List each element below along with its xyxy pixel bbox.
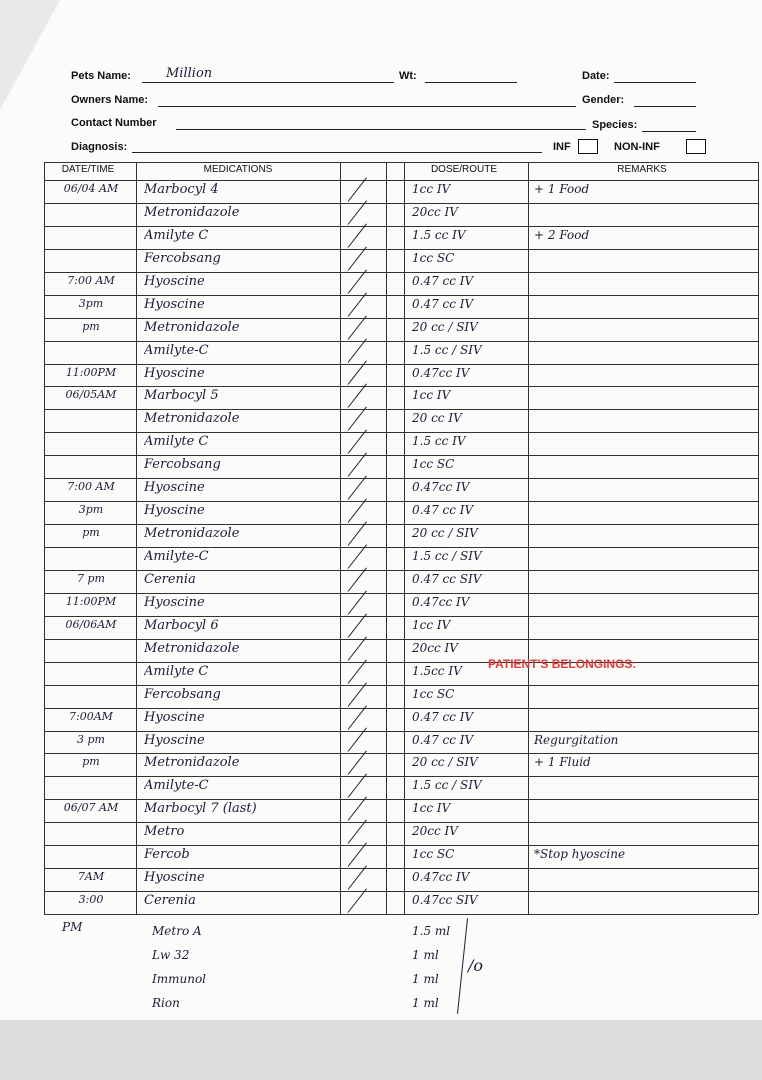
date-line [614, 82, 696, 83]
below-note: /o [468, 956, 484, 975]
row-medication: Hyoscine [144, 870, 205, 886]
row-dose-route: 20cc IV [412, 640, 458, 655]
row-medication: Marbocyl 7 (last) [144, 801, 257, 817]
row-dose-route: 1.5 cc IV [412, 434, 466, 449]
table-row-divider [44, 822, 758, 823]
below-med-4: Rion [152, 996, 180, 1010]
row-medication: Cerenia [144, 571, 196, 587]
row-medication: Amilyte C [144, 434, 209, 450]
pets-name-line [142, 82, 394, 83]
diagnosis-line [132, 152, 542, 153]
below-med-3: Immunol [152, 972, 207, 986]
administered-check-mark [348, 361, 367, 385]
row-dose-route: 0.47cc IV [412, 480, 470, 495]
header-remarks: REMARKS [617, 164, 667, 175]
row-dose-route: 1.5 cc / SIV [412, 342, 482, 357]
table-row-divider [44, 845, 758, 846]
row-medication: Marbocyl 4 [144, 182, 219, 197]
row-dose-route: 0.47cc IV [412, 365, 470, 380]
row-dose-route: 20cc IV [412, 824, 458, 839]
table-row-divider [44, 162, 758, 163]
below-dose-1: 1.5 ml [412, 924, 451, 938]
row-medication: Fercobsang [144, 250, 221, 266]
gender-label: Gender: [582, 94, 625, 106]
table-column-divider [758, 162, 759, 914]
row-dose-route: 0.47 cc IV [412, 273, 474, 288]
table-column-divider [340, 162, 341, 914]
administered-check-mark [348, 797, 367, 821]
table-row-divider [44, 753, 758, 754]
administered-check-mark [348, 682, 367, 706]
header-medications: MEDICATIONS [203, 164, 273, 175]
administered-check-mark [348, 476, 367, 500]
row-remark: Regurgitation [534, 732, 619, 747]
row-medication: Metronidazole [144, 755, 240, 771]
scan-bottom-margin [0, 1020, 762, 1080]
row-dose-route: 0.47cc IV [412, 594, 470, 609]
row-date-time: 11:00PM [65, 594, 117, 608]
row-dose-route: 1cc SC [412, 250, 455, 265]
row-dose-route: 20 cc / SIV [412, 319, 478, 334]
row-date-time: 06/06AM [65, 617, 117, 631]
header-dose-route: DOSE/ROUTE [430, 164, 498, 175]
row-date-time: 3:00 [78, 893, 104, 907]
row-dose-route: 1cc IV [412, 801, 451, 816]
noninf-label: NON-INF [614, 141, 660, 153]
row-dose-route: 1.5 cc / SIV [412, 549, 482, 563]
administered-check-mark [348, 453, 367, 477]
table-row-divider [44, 409, 758, 410]
table-row-divider [44, 731, 758, 732]
table-row-divider [44, 501, 758, 502]
row-date-time: 06/05AM [65, 388, 117, 402]
row-medication: Hyoscine [144, 594, 205, 610]
row-dose-route: 1cc SC [412, 457, 455, 472]
table-row-divider [44, 203, 758, 204]
row-dose-route: 0.47 cc IV [412, 296, 474, 311]
table-row-divider [44, 180, 758, 181]
species-line [642, 131, 696, 132]
table-row-divider [44, 249, 758, 250]
row-medication: Amilyte-C [144, 342, 209, 358]
administered-check-mark [348, 223, 367, 247]
contact-line [176, 129, 586, 130]
table-column-divider [136, 162, 137, 914]
table-row-divider [44, 891, 758, 892]
table-row-divider [44, 639, 758, 640]
owners-name-line [158, 106, 576, 107]
row-medication: Hyoscine [144, 365, 205, 381]
medication-table [44, 162, 758, 914]
table-row-divider [44, 914, 758, 915]
row-medication: Amilyte-C [144, 549, 209, 564]
row-medication: Metronidazole [144, 411, 240, 427]
table-row-divider [44, 226, 758, 227]
administered-check-mark [348, 567, 367, 591]
table-row-divider [44, 547, 758, 548]
row-dose-route: 20cc IV [412, 204, 458, 219]
table-row-divider [44, 616, 758, 617]
noninf-checkbox [686, 139, 706, 154]
row-medication: Hyoscine [144, 296, 205, 312]
administered-check-mark [348, 820, 367, 844]
row-dose-route: 0.47cc IV [412, 870, 470, 885]
administered-check-mark [348, 522, 367, 546]
row-dose-route: 0.47 cc IV [412, 503, 474, 518]
wt-label: Wt: [399, 70, 417, 82]
row-medication: Hyoscine [144, 273, 205, 289]
table-row-divider [44, 708, 758, 709]
row-medication: Hyoscine [144, 732, 205, 748]
row-dose-route: 0.47 cc IV [412, 732, 474, 747]
table-row-divider [44, 593, 758, 594]
row-medication: Amilyte-C [144, 778, 209, 794]
table-row-divider [44, 685, 758, 686]
below-dose-3: 1 ml [412, 972, 439, 986]
administered-check-mark [348, 499, 367, 523]
row-dose-route: 1.5cc IV [412, 663, 462, 678]
below-med-1: Metro A [152, 924, 202, 938]
row-date-time: pm [82, 319, 100, 333]
pets-name-value: Million [166, 66, 213, 81]
table-row-divider [44, 455, 758, 456]
table-row-divider [44, 432, 758, 433]
row-dose-route: 0.47cc SIV [412, 893, 478, 908]
table-row-divider [44, 776, 758, 777]
administered-check-mark [348, 200, 367, 224]
administered-check-mark [348, 269, 367, 293]
administered-check-mark [348, 246, 367, 270]
administered-check-mark [348, 544, 367, 568]
row-dose-route: 1.5 cc / SIV [412, 778, 482, 793]
row-medication: Amilyte C [144, 663, 209, 679]
row-dose-route: 20 cc IV [412, 411, 462, 426]
row-dose-route: 1cc SC [412, 686, 455, 701]
row-remark: *Stop hyoscine [534, 847, 626, 862]
row-dose-route: 0.47 cc SIV [412, 571, 482, 586]
row-date-time: 06/04 AM [63, 182, 119, 195]
table-row-divider [44, 799, 758, 800]
table-row-divider [44, 364, 758, 365]
table-row-divider [44, 662, 758, 663]
row-date-time: 7AM [77, 870, 105, 884]
row-date-time: 7 pm [77, 571, 105, 585]
row-date-time: 7:00 AM [67, 480, 115, 494]
row-date-time: pm [82, 755, 100, 769]
row-dose-route: 20 cc / SIV [412, 755, 478, 770]
row-medication: Metronidazole [144, 319, 240, 335]
below-dose-2: 1 ml [412, 948, 439, 962]
table-row-divider [44, 295, 758, 296]
row-medication: Cerenia [144, 893, 196, 909]
row-date-time: 11:00PM [65, 365, 117, 379]
row-remark: + 1 Food [534, 182, 590, 196]
row-remark: + 1 Fluid [534, 755, 591, 770]
row-dose-route: 1cc IV [412, 617, 451, 632]
administered-check-mark [348, 292, 367, 316]
row-date-time: 3 pm [77, 732, 105, 746]
patients-belongings-label: PATIENT'S BELONGINGS: [488, 657, 637, 671]
table-column-divider [528, 162, 529, 914]
administered-check-mark [348, 659, 367, 683]
table-row-divider [44, 341, 758, 342]
pets-name-label: Pets Name: [71, 70, 131, 82]
administered-check-mark [348, 338, 367, 362]
row-date-time: 7:00AM [69, 709, 113, 723]
administered-check-mark [348, 384, 367, 408]
administered-check-mark [348, 315, 367, 339]
row-date-time: 06/07 AM [63, 801, 119, 815]
administered-check-mark [348, 751, 367, 775]
inf-checkbox [578, 139, 598, 154]
row-medication: Hyoscine [144, 503, 205, 519]
row-date-time: 7:00 AM [67, 273, 115, 287]
row-medication: Amilyte C [144, 227, 209, 243]
table-column-divider [44, 162, 45, 914]
administered-check-mark [348, 705, 367, 729]
row-dose-route: 1cc SC [412, 847, 455, 862]
wt-line [425, 82, 517, 83]
owners-name-label: Owners Name: [71, 94, 149, 106]
below-dose-4: 1 ml [412, 996, 439, 1010]
gender-line [634, 106, 696, 107]
administered-check-mark [348, 889, 367, 913]
administered-check-mark [348, 843, 367, 867]
administered-check-mark [348, 590, 367, 614]
row-dose-route: 1cc IV [412, 182, 451, 196]
below-time: PM [62, 920, 83, 934]
row-medication: Metronidazole [144, 526, 240, 542]
inf-label: INF [553, 141, 571, 153]
table-row-divider [44, 478, 758, 479]
diagnosis-label: Diagnosis: [71, 141, 128, 153]
table-column-divider [404, 162, 405, 914]
row-medication: Metronidazole [144, 204, 240, 220]
row-medication: Fercobsang [144, 686, 221, 702]
row-medication: Hyoscine [144, 709, 205, 725]
row-medication: Fercob [144, 847, 190, 863]
row-medication: Fercobsang [144, 457, 221, 473]
folded-corner [0, 0, 60, 110]
row-date-time: pm [82, 526, 100, 540]
below-bracket-line [457, 918, 468, 1014]
row-dose-route: 1.5 cc IV [412, 227, 466, 242]
table-column-divider [386, 162, 387, 914]
below-med-2: Lw 32 [152, 948, 190, 962]
row-date-time: 3pm [78, 503, 104, 517]
row-date-time: 3pm [78, 296, 104, 310]
administered-check-mark [348, 613, 367, 637]
row-medication: Hyoscine [144, 480, 205, 496]
administered-check-mark [348, 636, 367, 660]
row-medication: Marbocyl 6 [144, 617, 219, 633]
table-row-divider [44, 570, 758, 571]
administered-check-mark [348, 407, 367, 431]
species-label: Species: [592, 119, 638, 131]
table-row-divider [44, 318, 758, 319]
contact-label: Contact Number [71, 117, 157, 129]
administered-check-mark [348, 774, 367, 798]
administered-check-mark [348, 728, 367, 752]
row-remark: + 2 Food [534, 227, 590, 242]
administered-check-mark [348, 866, 367, 890]
row-dose-route: 0.47 cc IV [412, 709, 474, 724]
administered-check-mark [348, 177, 367, 201]
row-dose-route: 1cc IV [412, 388, 451, 403]
header-date-time: DATE/TIME [61, 164, 115, 175]
row-dose-route: 20 cc / SIV [412, 526, 478, 541]
table-row-divider [44, 524, 758, 525]
date-label: Date: [582, 70, 610, 82]
administered-check-mark [348, 430, 367, 454]
row-medication: Metro [144, 824, 185, 840]
table-row-divider [44, 868, 758, 869]
row-medication: Metronidazole [144, 640, 240, 656]
table-row-divider [44, 272, 758, 273]
table-row-divider [44, 386, 758, 387]
row-medication: Marbocyl 5 [144, 388, 219, 404]
